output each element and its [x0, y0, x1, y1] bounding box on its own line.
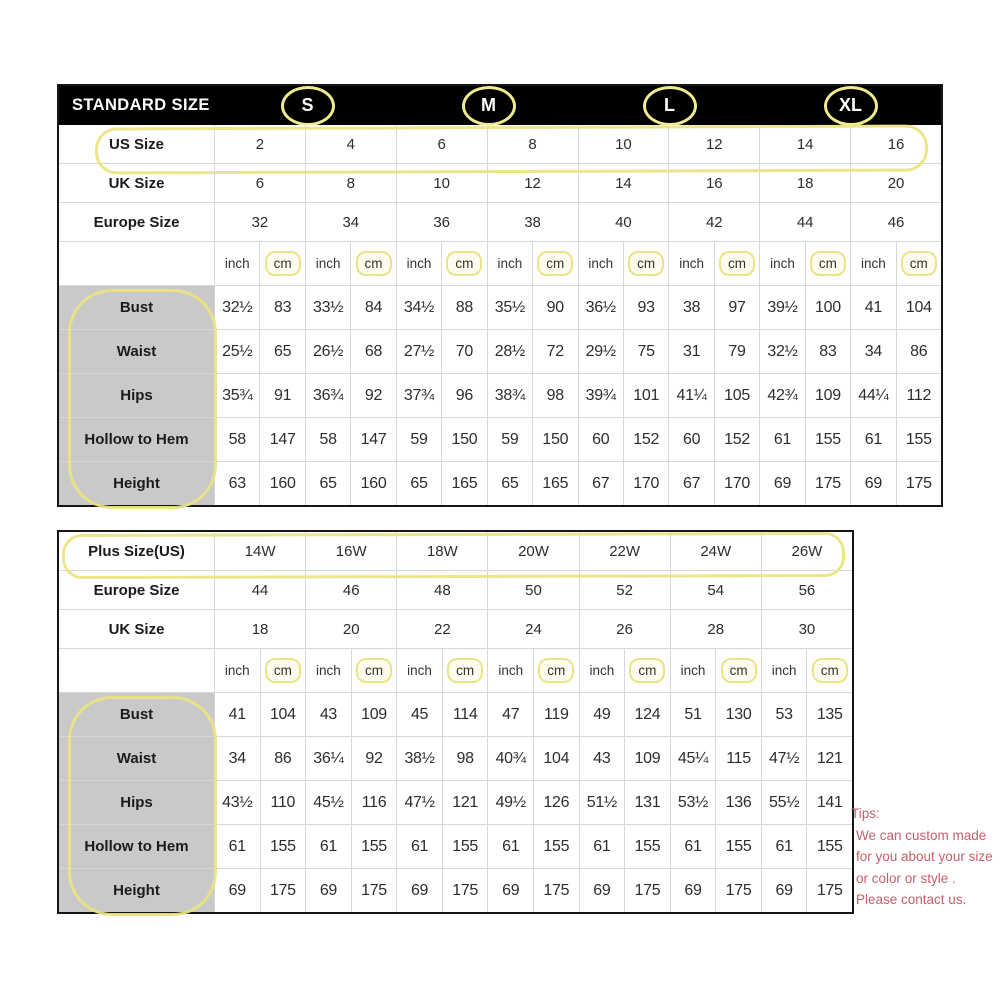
- measurement-cell: 38½: [397, 737, 442, 780]
- tips-line-4: Please contact us.: [856, 892, 967, 907]
- measurement-cell: 170: [715, 462, 759, 505]
- measurement-cell: 165: [442, 462, 486, 505]
- measurement-cell: 112: [897, 374, 941, 417]
- measurement-cell: 49: [580, 693, 625, 736]
- size-cell: 44: [760, 203, 850, 241]
- unit-row-label: [59, 649, 214, 692]
- measurement-cell: 32½: [215, 286, 259, 329]
- size-cell: 12: [669, 125, 759, 163]
- size-cell: 24W: [671, 532, 761, 570]
- measurement-cell: 124: [625, 693, 670, 736]
- measurement-cell: 175: [443, 869, 488, 912]
- measurement-cell: 69: [215, 869, 260, 912]
- measurement-cell: 152: [624, 418, 668, 461]
- measurement-cell: 155: [534, 825, 579, 868]
- measurement-cell: 155: [352, 825, 397, 868]
- size-cell: 50: [488, 571, 578, 609]
- size-cell: 22: [397, 610, 487, 648]
- cm-highlight-box: cm: [628, 251, 664, 276]
- size-cell: 10: [579, 125, 669, 163]
- inch-unit-cell: inch: [488, 649, 533, 692]
- measurement-cell: 109: [625, 737, 670, 780]
- inch-unit-cell: inch: [306, 242, 350, 285]
- measurement-cell: 69: [488, 869, 533, 912]
- measurement-cell: 43: [580, 737, 625, 780]
- measurement-label: Hips: [59, 781, 214, 824]
- cm-highlight-box: cm: [810, 251, 846, 276]
- measurement-cell: 58: [215, 418, 259, 461]
- size-badge-m-oval: [462, 86, 516, 126]
- measurement-cell: 97: [715, 286, 759, 329]
- measurement-cell: 105: [715, 374, 759, 417]
- measurement-label: Bust: [59, 693, 214, 736]
- inch-unit-cell: inch: [851, 242, 895, 285]
- cm-highlight-box: cm: [719, 251, 755, 276]
- measurement-cell: 152: [715, 418, 759, 461]
- measurement-cell: 69: [762, 869, 807, 912]
- measurement-cell: 119: [534, 693, 579, 736]
- measurement-cell: 39¾: [579, 374, 623, 417]
- size-cell: 52: [580, 571, 670, 609]
- size-cell: 26W: [762, 532, 852, 570]
- measurement-cell: 126: [534, 781, 579, 824]
- measurement-cell: 49½: [488, 781, 533, 824]
- unit-row-label: [59, 242, 214, 285]
- size-group-xl: [760, 86, 941, 126]
- tips-line-1: We can custom made: [856, 827, 987, 843]
- cm-unit-cell: [351, 242, 395, 285]
- cm-highlight-box: cm: [447, 658, 483, 683]
- measurement-cell: 53: [762, 693, 807, 736]
- measurement-cell: 58: [306, 418, 350, 461]
- measurement-cell: 83: [806, 330, 850, 373]
- measurement-cell: 98: [443, 737, 488, 780]
- measurement-cell: 31: [669, 330, 713, 373]
- measurement-cell: 69: [671, 869, 716, 912]
- size-cell: 38: [488, 203, 578, 241]
- size-badge-s: S: [301, 95, 314, 115]
- size-badge-l: L: [664, 95, 675, 115]
- row-label: UK Size: [59, 164, 214, 202]
- cm-unit-cell: [716, 649, 761, 692]
- measurement-cell: 38¾: [488, 374, 532, 417]
- measurement-cell: 79: [715, 330, 759, 373]
- measurement-cell: 41: [215, 693, 260, 736]
- size-cell: 16W: [306, 532, 396, 570]
- cm-highlight-box: cm: [265, 658, 301, 683]
- cm-unit-cell: [261, 649, 306, 692]
- measurement-cell: 131: [625, 781, 670, 824]
- size-group-l: [579, 86, 760, 126]
- cm-highlight-box: cm: [537, 251, 573, 276]
- measurement-label: Waist: [59, 330, 214, 373]
- cm-highlight-box: cm: [721, 658, 757, 683]
- measurement-cell: 61: [851, 418, 895, 461]
- measurement-cell: 109: [352, 693, 397, 736]
- cm-unit-cell: [443, 649, 488, 692]
- measurement-cell: 155: [807, 825, 852, 868]
- measurement-cell: 104: [897, 286, 941, 329]
- inch-unit-cell: inch: [669, 242, 713, 285]
- measurement-cell: 67: [579, 462, 623, 505]
- size-cell: 46: [306, 571, 396, 609]
- size-cell: 10: [397, 164, 487, 202]
- measurement-cell: 69: [306, 869, 351, 912]
- measurement-label: Hollow to Hem: [59, 825, 214, 868]
- measurement-cell: 115: [716, 737, 761, 780]
- measurement-cell: 165: [533, 462, 577, 505]
- tips-line-2: for you about your size: [856, 849, 993, 864]
- measurement-cell: 86: [897, 330, 941, 373]
- measurement-cell: 98: [533, 374, 577, 417]
- measurement-cell: 104: [261, 693, 306, 736]
- measurement-cell: 155: [716, 825, 761, 868]
- measurement-cell: 41¼: [669, 374, 713, 417]
- size-cell: 16: [851, 125, 941, 163]
- measurement-cell: 92: [351, 374, 395, 417]
- cm-unit-cell: [807, 649, 852, 692]
- measurement-cell: 91: [260, 374, 304, 417]
- inch-unit-cell: inch: [671, 649, 716, 692]
- size-cell: 6: [397, 125, 487, 163]
- tips-line-3: or color or style .: [856, 870, 956, 886]
- cm-unit-cell: [624, 242, 668, 285]
- measurement-cell: 130: [716, 693, 761, 736]
- measurement-cell: 36¾: [306, 374, 350, 417]
- measurement-cell: 37¾: [397, 374, 441, 417]
- tips-note: [851, 803, 1000, 911]
- measurement-cell: 28½: [488, 330, 532, 373]
- measurement-cell: 65: [306, 462, 350, 505]
- measurement-cell: 96: [442, 374, 486, 417]
- measurement-cell: 61: [671, 825, 716, 868]
- measurement-cell: 150: [442, 418, 486, 461]
- measurement-cell: 35½: [488, 286, 532, 329]
- measurement-cell: 35¾: [215, 374, 259, 417]
- measurement-cell: 60: [669, 418, 713, 461]
- measurement-cell: 175: [807, 869, 852, 912]
- measurement-cell: 38: [669, 286, 713, 329]
- measurement-cell: 86: [261, 737, 306, 780]
- size-cell: 46: [851, 203, 941, 241]
- cm-unit-cell: [352, 649, 397, 692]
- size-cell: 40: [579, 203, 669, 241]
- size-cell: 24: [488, 610, 578, 648]
- measurement-cell: 75: [624, 330, 668, 373]
- measurement-cell: 65: [488, 462, 532, 505]
- inch-unit-cell: inch: [306, 649, 351, 692]
- measurement-label: Hollow to Hem: [59, 418, 214, 461]
- measurement-cell: 110: [261, 781, 306, 824]
- measurement-label: Hips: [59, 374, 214, 417]
- measurement-cell: 147: [351, 418, 395, 461]
- size-cell: 18: [760, 164, 850, 202]
- plus-size-grid: [59, 532, 852, 912]
- size-cell: 20: [306, 610, 396, 648]
- measurement-cell: 45½: [306, 781, 351, 824]
- measurement-label: Waist: [59, 737, 214, 780]
- size-cell: 28: [671, 610, 761, 648]
- measurement-cell: 47: [488, 693, 533, 736]
- measurement-cell: 121: [807, 737, 852, 780]
- measurement-cell: 34: [215, 737, 260, 780]
- size-cell: 36: [397, 203, 487, 241]
- inch-unit-cell: inch: [760, 242, 804, 285]
- measurement-cell: 59: [488, 418, 532, 461]
- size-badge-l-oval: [643, 86, 697, 126]
- measurement-cell: 155: [261, 825, 306, 868]
- measurement-cell: 84: [351, 286, 395, 329]
- cm-highlight-box: cm: [265, 251, 301, 276]
- standard-size-title: STANDARD SIZE: [72, 96, 210, 114]
- measurement-cell: 114: [443, 693, 488, 736]
- measurement-cell: 170: [624, 462, 668, 505]
- measurement-cell: 60: [579, 418, 623, 461]
- size-cell: 42: [669, 203, 759, 241]
- measurement-cell: 61: [580, 825, 625, 868]
- size-badge-xl-oval: [824, 86, 878, 126]
- measurement-cell: 121: [443, 781, 488, 824]
- measurement-cell: 40¾: [488, 737, 533, 780]
- measurement-cell: 101: [624, 374, 668, 417]
- measurement-cell: 69: [397, 869, 442, 912]
- measurement-cell: 25½: [215, 330, 259, 373]
- measurement-cell: 47½: [397, 781, 442, 824]
- measurement-label: Bust: [59, 286, 214, 329]
- measurement-cell: 100: [806, 286, 850, 329]
- row-label: UK Size: [59, 610, 214, 648]
- size-cell: 26: [580, 610, 670, 648]
- measurement-cell: 92: [352, 737, 397, 780]
- measurement-cell: 42¾: [760, 374, 804, 417]
- cm-unit-cell: [715, 242, 759, 285]
- measurement-cell: 72: [533, 330, 577, 373]
- measurement-cell: 175: [352, 869, 397, 912]
- measurement-cell: 104: [534, 737, 579, 780]
- standard-size-table: [57, 84, 943, 507]
- size-cell: 18W: [397, 532, 487, 570]
- measurement-cell: 61: [760, 418, 804, 461]
- size-badge-m: M: [481, 95, 496, 115]
- measurement-cell: 44¼: [851, 374, 895, 417]
- measurement-cell: 34½: [397, 286, 441, 329]
- measurement-label: Height: [59, 462, 214, 505]
- measurement-cell: 175: [625, 869, 670, 912]
- measurement-cell: 160: [260, 462, 304, 505]
- measurement-cell: 150: [533, 418, 577, 461]
- measurement-cell: 69: [760, 462, 804, 505]
- size-cell: 14: [579, 164, 669, 202]
- measurement-cell: 33½: [306, 286, 350, 329]
- inch-unit-cell: inch: [579, 242, 623, 285]
- plus-size-table: [57, 530, 854, 914]
- measurement-label: Height: [59, 869, 214, 912]
- cm-unit-cell: [806, 242, 850, 285]
- size-group-m: [398, 86, 579, 126]
- inch-unit-cell: inch: [488, 242, 532, 285]
- cm-unit-cell: [260, 242, 304, 285]
- measurement-cell: 175: [534, 869, 579, 912]
- size-cell: 30: [762, 610, 852, 648]
- size-cell: 32: [215, 203, 305, 241]
- measurement-cell: 26½: [306, 330, 350, 373]
- size-cell: 22W: [580, 532, 670, 570]
- inch-unit-cell: inch: [215, 242, 259, 285]
- measurement-cell: 83: [260, 286, 304, 329]
- standard-size-grid: [59, 125, 941, 505]
- size-cell: 6: [215, 164, 305, 202]
- measurement-cell: 27½: [397, 330, 441, 373]
- measurement-cell: 65: [260, 330, 304, 373]
- inch-unit-cell: inch: [580, 649, 625, 692]
- cm-highlight-box: cm: [446, 251, 482, 276]
- inch-unit-cell: inch: [215, 649, 260, 692]
- measurement-cell: 51½: [580, 781, 625, 824]
- measurement-cell: 155: [443, 825, 488, 868]
- measurement-cell: 36½: [579, 286, 623, 329]
- tips-body: [851, 825, 1000, 911]
- size-badge-s-oval: [281, 86, 335, 126]
- size-cell: 8: [488, 125, 578, 163]
- measurement-cell: 135: [807, 693, 852, 736]
- inch-unit-cell: inch: [397, 649, 442, 692]
- measurement-cell: 29½: [579, 330, 623, 373]
- measurement-cell: 90: [533, 286, 577, 329]
- measurement-cell: 51: [671, 693, 716, 736]
- measurement-cell: 136: [716, 781, 761, 824]
- size-cell: 20: [851, 164, 941, 202]
- measurement-cell: 147: [260, 418, 304, 461]
- measurement-cell: 175: [261, 869, 306, 912]
- cm-unit-cell: [442, 242, 486, 285]
- size-cell: 4: [306, 125, 396, 163]
- cm-unit-cell: [533, 242, 577, 285]
- measurement-cell: 61: [762, 825, 807, 868]
- cm-highlight-box: cm: [812, 658, 848, 683]
- measurement-cell: 116: [352, 781, 397, 824]
- measurement-cell: 175: [897, 462, 941, 505]
- measurement-cell: 175: [716, 869, 761, 912]
- measurement-cell: 93: [624, 286, 668, 329]
- size-cell: 20W: [488, 532, 578, 570]
- size-cell: 16: [669, 164, 759, 202]
- measurement-cell: 32½: [760, 330, 804, 373]
- measurement-cell: 39½: [760, 286, 804, 329]
- measurement-cell: 41: [851, 286, 895, 329]
- size-cell: 34: [306, 203, 396, 241]
- inch-unit-cell: inch: [397, 242, 441, 285]
- measurement-cell: 65: [397, 462, 441, 505]
- measurement-cell: 70: [442, 330, 486, 373]
- size-cell: 56: [762, 571, 852, 609]
- size-cell: 54: [671, 571, 761, 609]
- measurement-cell: 61: [488, 825, 533, 868]
- measurement-cell: 155: [897, 418, 941, 461]
- standard-size-header: [59, 86, 941, 125]
- measurement-cell: 155: [625, 825, 670, 868]
- cm-highlight-box: cm: [629, 658, 665, 683]
- row-label: Europe Size: [59, 203, 214, 241]
- measurement-cell: 61: [215, 825, 260, 868]
- measurement-cell: 45¼: [671, 737, 716, 780]
- size-cell: 44: [215, 571, 305, 609]
- size-group-s: [217, 86, 398, 126]
- measurement-cell: 61: [397, 825, 442, 868]
- size-cell: 2: [215, 125, 305, 163]
- size-cell: 8: [306, 164, 396, 202]
- measurement-cell: 61: [306, 825, 351, 868]
- cm-unit-cell: [897, 242, 941, 285]
- measurement-cell: 63: [215, 462, 259, 505]
- size-badge-xl: XL: [838, 95, 862, 115]
- size-cell: 18: [215, 610, 305, 648]
- size-cell: 12: [488, 164, 578, 202]
- cm-highlight-box: cm: [356, 251, 392, 276]
- size-cell: 48: [397, 571, 487, 609]
- measurement-cell: 88: [442, 286, 486, 329]
- measurement-cell: 53½: [671, 781, 716, 824]
- cm-unit-cell: [534, 649, 579, 692]
- measurement-cell: 43½: [215, 781, 260, 824]
- size-cell: 14W: [215, 532, 305, 570]
- inch-unit-cell: inch: [762, 649, 807, 692]
- measurement-cell: 68: [351, 330, 395, 373]
- size-cell: 14: [760, 125, 850, 163]
- row-label: US Size: [59, 125, 214, 163]
- measurement-cell: 69: [580, 869, 625, 912]
- row-label: Plus Size(US): [59, 532, 214, 570]
- measurement-cell: 69: [851, 462, 895, 505]
- cm-unit-cell: [625, 649, 670, 692]
- measurement-cell: 160: [351, 462, 395, 505]
- measurement-cell: 36¼: [306, 737, 351, 780]
- measurement-cell: 109: [806, 374, 850, 417]
- measurement-cell: 59: [397, 418, 441, 461]
- cm-highlight-box: cm: [538, 658, 574, 683]
- measurement-cell: 175: [806, 462, 850, 505]
- measurement-cell: 141: [807, 781, 852, 824]
- measurement-cell: 45: [397, 693, 442, 736]
- cm-highlight-box: cm: [901, 251, 937, 276]
- measurement-cell: 55½: [762, 781, 807, 824]
- measurement-cell: 43: [306, 693, 351, 736]
- measurement-cell: 34: [851, 330, 895, 373]
- row-label: Europe Size: [59, 571, 214, 609]
- measurement-cell: 155: [806, 418, 850, 461]
- measurement-cell: 67: [669, 462, 713, 505]
- tips-title: Tips:: [851, 806, 880, 821]
- cm-highlight-box: cm: [356, 658, 392, 683]
- measurement-cell: 47½: [762, 737, 807, 780]
